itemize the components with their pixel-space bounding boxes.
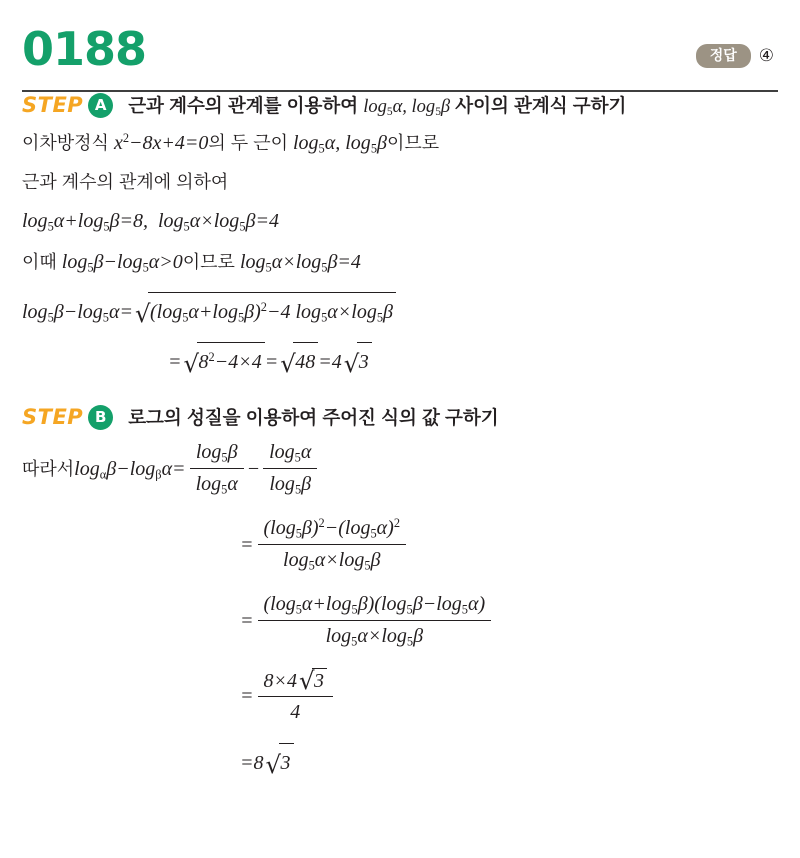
stepa-line4-mid: 이므로 xyxy=(182,252,240,273)
stepa-line-3: $\log_5\alpha+\log_5\beta=8$, $\log_5\alpha\times\log_5\beta=4$ xyxy=(22,210,279,234)
stepa-line-6: = √ $8^2-4\times 4$ = √ 48 =4 √ 3 xyxy=(22,342,800,382)
step-b-word: STEP xyxy=(22,405,84,430)
stepa-line1-mid: 의 두 근이 xyxy=(208,133,293,154)
step-a-word: STEP xyxy=(22,93,84,118)
fraction-3: $\frac{(\log_5\beta)^2-(\log_5\alpha)^2}{\log_5\alpha\times\log_5\beta}$ xyxy=(258,516,407,574)
page-header xyxy=(0,0,800,92)
fraction-4: $\frac{(\log_5\alpha+\log_5\beta)(\log_5\beta-\log_5\alpha)}{\log_5\alpha\times\log_5\beta}$ xyxy=(258,592,492,650)
fraction-1: $\frac{\log_5\beta}{\log_5\alpha}$ xyxy=(190,440,244,498)
fraction-5: $\frac{8\times 4 √ 3}{4}$ xyxy=(258,668,334,725)
fraction-2: $\frac{\log_5\alpha}{\log_5\beta}$ xyxy=(263,440,317,498)
step-b-badge: B xyxy=(88,405,113,430)
minus-sign-1: − xyxy=(247,457,260,480)
step-a-title-part1: 근과 계수의 관계를 이용하여 xyxy=(128,95,364,116)
stepb-line-3: = $\frac{(\log_5\alpha+\log_5\beta)(\log_5\beta-\log_5\alpha)}{\log_5\alpha\times\log_5\beta}$ xyxy=(22,592,800,650)
stepb-line1-pre: 따라서 xyxy=(22,458,75,479)
stepb-line-1: 따라서 $\log_\alpha\beta-\log_\beta\alpha=$ $\frac{\log_5\beta}{\log_5\alpha}$ − $\frac{\log_5\alpha}{\log_5\beta}$ xyxy=(22,440,800,498)
stepb-line-2: = $\frac{(\log_5\beta)^2-(\log_5\alpha)^2}{\log_5\alpha\times\log_5\beta}$ xyxy=(22,516,800,574)
problem-number: 0188 xyxy=(22,22,147,76)
stepa-line1-post: 이므로 xyxy=(386,133,440,154)
step-a-title-part2: 사이의 관계식 구하기 xyxy=(450,95,627,116)
stepa-line1-pre: 이차방정식 xyxy=(22,133,114,154)
stepa-line-1: 이차방정식 $x^2-8x+4=0$의 두 근이 $\log_5\alpha$, $\log_5\beta$이므로 xyxy=(22,131,440,156)
stepa-line-4: 이때 $\log_5\beta-\log_5\alpha>0$이므로 $\log_5\alpha\times\log_5\beta=4$ xyxy=(22,251,361,275)
step-b-title: 로그의 성질을 이용하여 주어진 식의 값 구하기 xyxy=(128,407,499,429)
step-a-body xyxy=(22,124,800,382)
answer-value: ④ xyxy=(758,45,774,66)
stepa-line-5: $\log_5\beta-\log_5\alpha=$ √ $(\log_5\alpha+\log_5\beta)^2-4$ $\log_5\alpha\times\log_5\beta$ xyxy=(22,292,800,332)
answer-label: 정답 xyxy=(696,44,751,68)
step-a-header xyxy=(22,92,800,118)
stepb-line-4: = $\frac{8\times 4 √ 3}{4}$ xyxy=(22,668,800,725)
step-b-header xyxy=(22,404,800,430)
header-divider xyxy=(22,90,778,92)
step-a-title: 근과 계수의 관계를 이용하여 $\log_5\alpha$, $\log_5\beta$ 사이의 관계식 구하기 xyxy=(128,95,627,119)
answer-area xyxy=(696,44,774,68)
stepa-line4-pre: 이때 xyxy=(22,252,62,273)
step-b-body xyxy=(22,440,800,783)
step-a-badge: A xyxy=(88,93,113,118)
stepa-line-2: 근과 계수의 관계에 의하여 xyxy=(22,172,229,193)
stepb-line-5: =8 √ 3 xyxy=(22,743,800,783)
